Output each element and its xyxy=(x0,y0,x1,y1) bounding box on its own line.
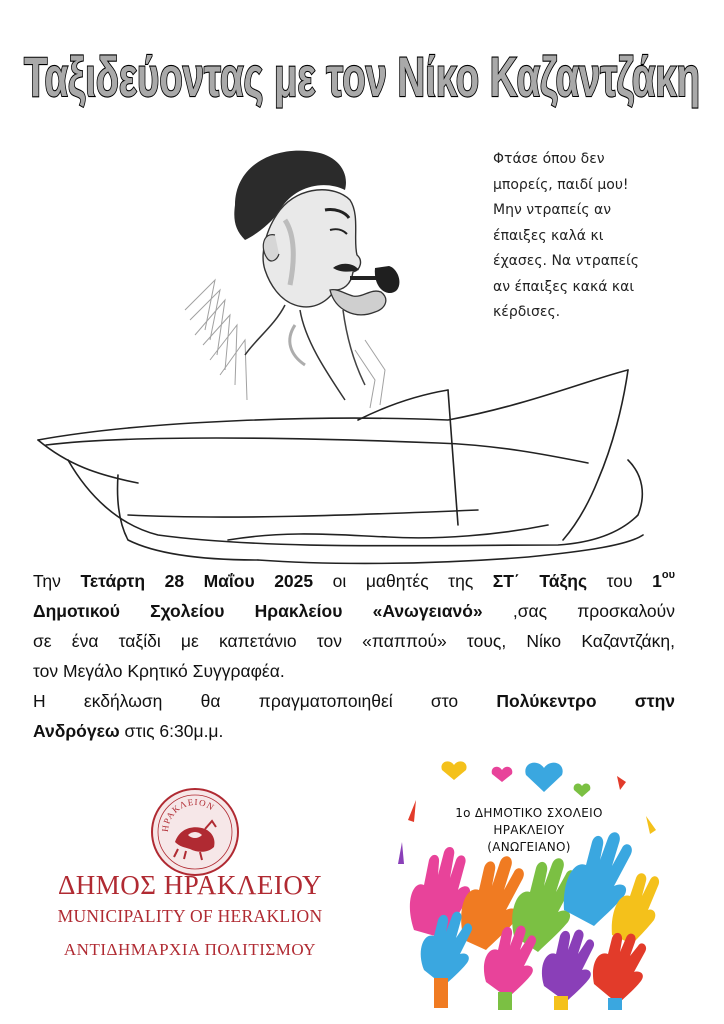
invitation-text: Την xyxy=(33,571,81,591)
municipality-name-en: MUNICIPALITY OF HERAKLION xyxy=(57,906,323,926)
class-name: ΣΤ΄ Τάξης xyxy=(492,571,588,591)
title-text: Ταξιδεύοντας με τον Νίκο Καζαντζάκη xyxy=(24,45,700,108)
colorful-hands-illustration xyxy=(410,832,659,1010)
boat-drawing xyxy=(28,365,658,570)
invitation-line-1 xyxy=(33,566,675,596)
kazantzakis-quote xyxy=(493,147,703,326)
poster-title xyxy=(0,22,724,122)
school-number: 1 xyxy=(652,571,662,591)
quote-line: μπορείς, παιδί μου! xyxy=(493,176,629,193)
municipality-department: ΑΝΤΙΔΗΜΑΡΧΙΑ ΠΟΛΙΤΙΣΜΟΥ xyxy=(63,940,317,959)
school-logo-line-1: 1ο ΔΗΜΟΤΙΚΟ ΣΧΟΛΕΙΟ xyxy=(455,806,603,820)
heart-icon xyxy=(525,763,562,792)
invitation-text: Η εκδήλωση θα πραγματοποιηθεί στο xyxy=(33,691,497,711)
invitation-line-5 xyxy=(33,686,675,716)
invitation-text: ,σας προσκαλούν xyxy=(482,601,675,621)
quote-line: έπαιξες καλά κι xyxy=(493,227,604,244)
quote-line: έχασες. Να ντραπείς xyxy=(493,253,639,269)
invitation-text: οι μαθητές της xyxy=(313,571,493,591)
quote-line: Φτάσε όπου δεν xyxy=(493,151,605,167)
municipality-name-el: ΔΗΜΟΣ ΗΡΑΚΛΕΙΟΥ xyxy=(57,870,323,900)
seal-text: ΗΡΑΚΛΕΙΟΝ xyxy=(159,796,217,833)
invitation-line-3 xyxy=(33,626,675,656)
event-time: στις 6:30μ.μ. xyxy=(119,721,224,741)
ordinal-suffix: ου xyxy=(661,569,675,581)
school-name: Δημοτικού Σχολείου Ηρακλείου «Ανωγειανό» xyxy=(33,601,483,621)
municipality-seal-icon xyxy=(150,787,240,877)
heart-icon xyxy=(441,761,466,780)
invitation-text: του xyxy=(587,571,653,591)
venue-name: Ανδρόγεω xyxy=(33,721,120,741)
heart-icon xyxy=(574,783,591,797)
school-logo xyxy=(394,760,664,1010)
invitation-line-6 xyxy=(33,716,675,746)
quote-line: Μην ντραπείς αν xyxy=(493,202,612,218)
event-date: Τετάρτη 28 Μαΐου 2025 xyxy=(80,571,314,591)
invitation-line-4 xyxy=(33,656,675,686)
quote-line: κέρδισες. xyxy=(493,304,561,320)
invitation-line-2 xyxy=(33,596,675,626)
school-logo-line-3: (ΑΝΩΓΕΙΑΝΟ) xyxy=(487,840,571,854)
invitation-text: σε ένα ταξίδι με καπετάνιο τον «παππού» τους, Νίκο Καζαντζάκη, xyxy=(33,631,675,651)
heart-icon xyxy=(492,767,513,782)
venue-name: Πολύκεντρο στην xyxy=(496,691,676,711)
quote-line: αν έπαιξες κακά και xyxy=(493,278,635,295)
heart-icon xyxy=(617,776,626,790)
invitation-text: τον Μεγάλο Κρητικό Συγγραφέα. xyxy=(33,661,285,681)
school-logo-line-2: ΗΡΑΚΛΕΙΟΥ xyxy=(493,823,565,837)
